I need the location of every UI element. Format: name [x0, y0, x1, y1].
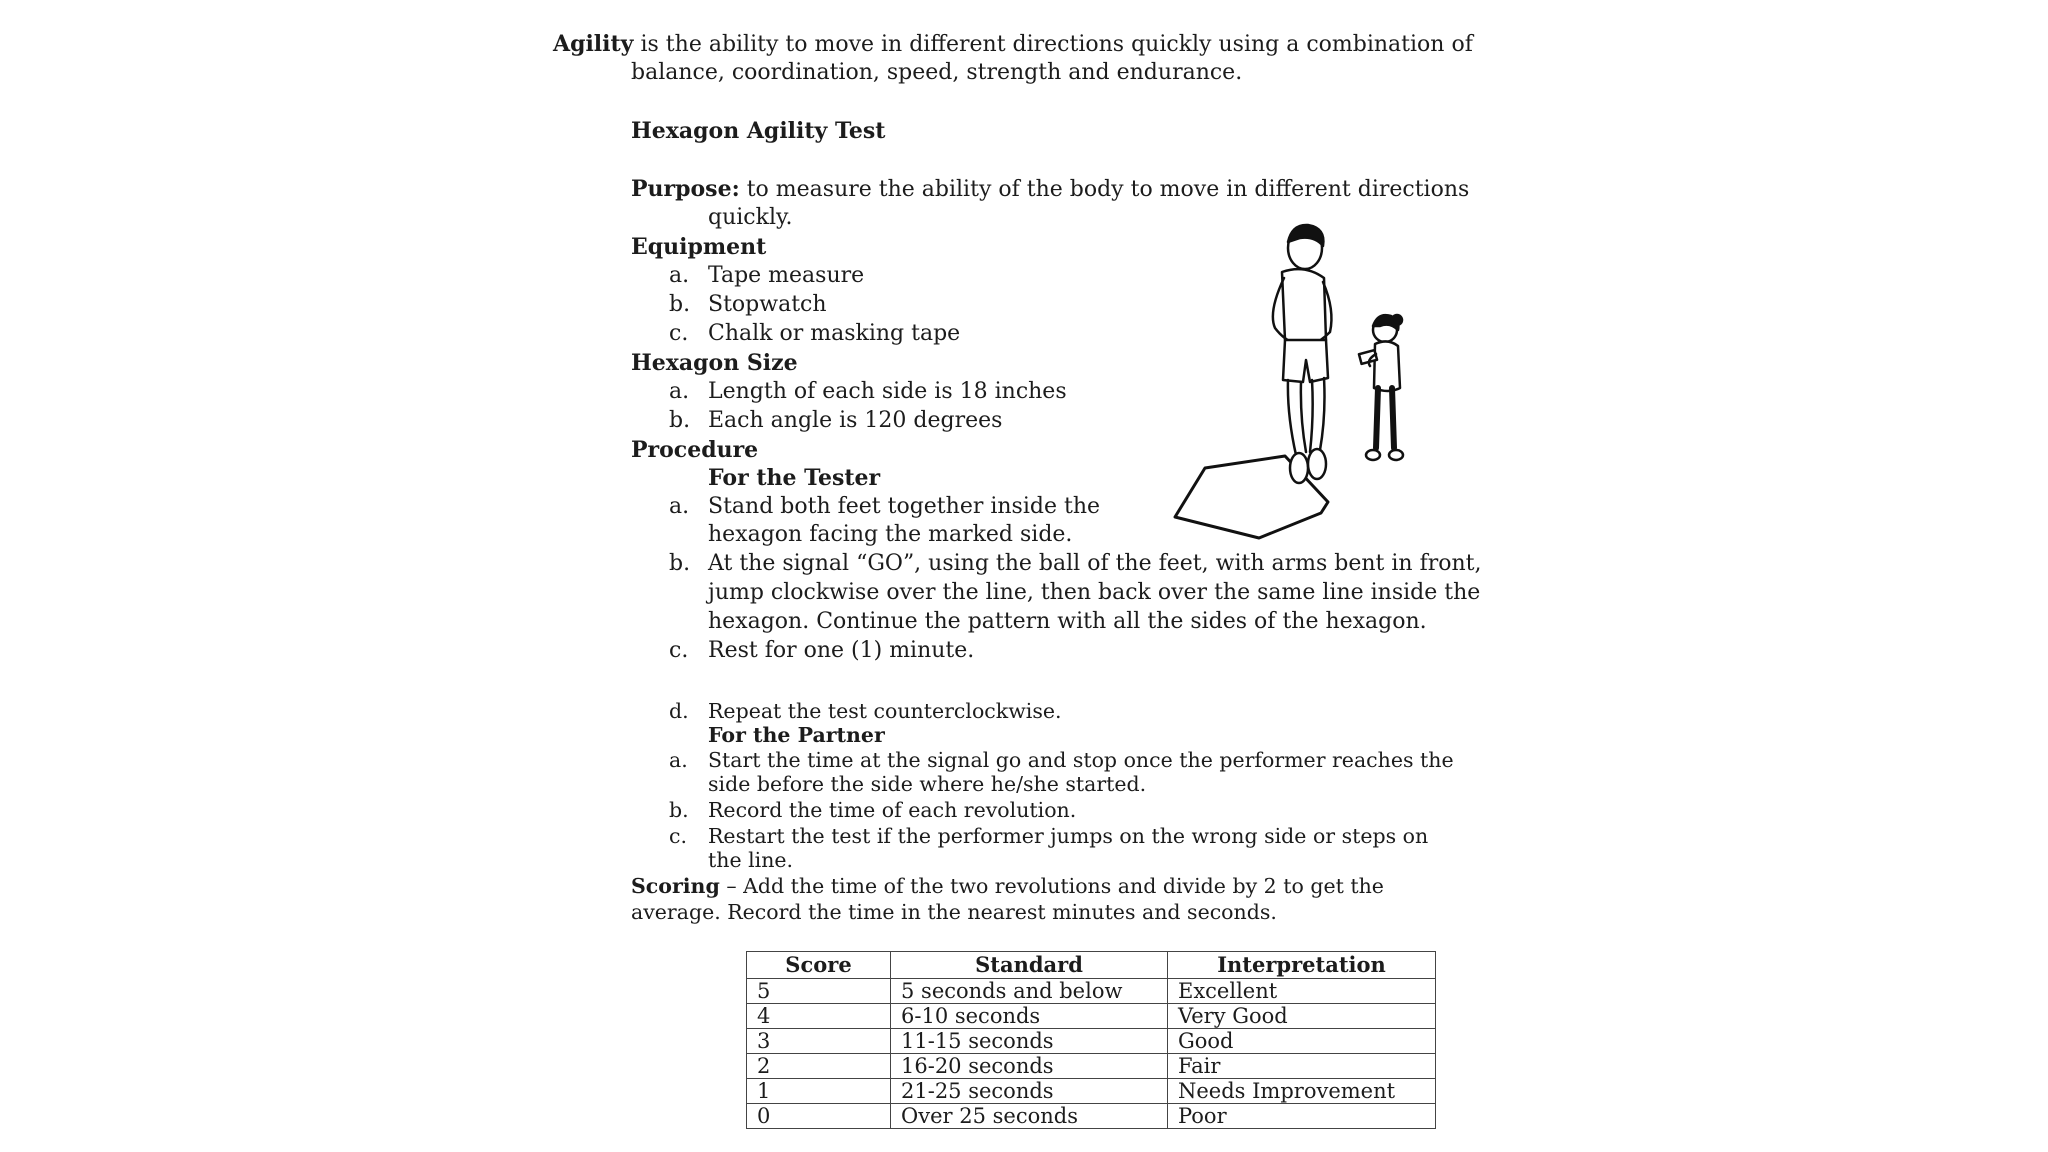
partner-marker-a: a.: [669, 748, 688, 772]
tester-item-b-line-1: At the signal “GO”, using the ball of the feet, with arms bent in front,: [708, 551, 1482, 576]
equipment-marker-c: c.: [669, 321, 689, 346]
cell-interpretation: Good: [1168, 1029, 1436, 1054]
partner-item-b: Record the time of each revolution.: [708, 798, 1077, 822]
purpose-line-1: [631, 175, 1469, 204]
intro-line-1: [553, 30, 1473, 59]
cell-score: 1: [747, 1079, 891, 1104]
intro-text-2: balance, coordination, speed, strength and endurance.: [631, 60, 1243, 85]
tester-item-a-line-1: Stand both feet together inside the: [708, 494, 1101, 519]
partner-item-c-line-2: the line.: [708, 848, 794, 872]
table-row: [747, 1054, 1436, 1079]
equipment-marker-b: b.: [669, 292, 691, 317]
intro-term: Agility: [553, 31, 634, 57]
tester-item-b-line-2: jump clockwise over the line, then back over the same line inside the: [708, 580, 1481, 605]
cell-standard: 11-15 seconds: [891, 1029, 1168, 1054]
test-title: Hexagon Agility Test: [631, 118, 886, 144]
tester-marker-d: d.: [669, 699, 689, 723]
cell-score: 0: [747, 1104, 891, 1129]
cell-interpretation: Needs Improvement: [1168, 1079, 1436, 1104]
tester-marker-c: c.: [669, 638, 689, 663]
equipment-item-a: Tape measure: [708, 263, 865, 288]
cell-score: 3: [747, 1029, 891, 1054]
hexagon-size-item-b: Each angle is 120 degrees: [708, 408, 1003, 433]
table-row: [747, 979, 1436, 1004]
cell-score: 2: [747, 1054, 891, 1079]
table-row: [747, 1029, 1436, 1054]
cell-interpretation: Excellent: [1168, 979, 1436, 1004]
tester-item-a-line-2: hexagon facing the marked side.: [708, 522, 1073, 547]
table-row: [747, 1079, 1436, 1104]
cell-standard: 21-25 seconds: [891, 1079, 1168, 1104]
table-row: [747, 1104, 1436, 1129]
tester-heading: For the Tester: [708, 465, 881, 491]
cell-standard: 5 seconds and below: [891, 979, 1168, 1004]
purpose-text-1: to measure the ability of the body to move in different directions: [746, 177, 1470, 202]
intro-text-1: is the ability to move in different directions quickly using a combination of: [640, 32, 1473, 57]
tester-shirt: [1282, 269, 1326, 344]
table-row: [747, 1004, 1436, 1029]
equipment-marker-a: a.: [669, 263, 690, 288]
header-interpretation: Interpretation: [1168, 952, 1436, 979]
hexagon-size-marker-a: a.: [669, 379, 690, 404]
tester-item-c: Rest for one (1) minute.: [708, 638, 975, 663]
header-score: Score: [747, 952, 891, 979]
partner-item-a-line-2: side before the side where he/she started.: [708, 772, 1147, 796]
cell-interpretation: Very Good: [1168, 1004, 1436, 1029]
scoring-label: Scoring: [631, 874, 720, 898]
score-table: [746, 951, 1436, 1129]
partner-heading: For the Partner: [708, 723, 885, 747]
purpose-label: Purpose:: [631, 176, 740, 202]
partner-item-c-line-1: Restart the test if the performer jumps on the wrong side or steps on: [708, 824, 1429, 848]
partner-item-a-line-1: Start the time at the signal go and stop once the performer reaches the: [708, 748, 1454, 772]
cell-score: 5: [747, 979, 891, 1004]
cell-score: 4: [747, 1004, 891, 1029]
tester-marker-a: a.: [669, 494, 690, 519]
score-table-header-row: [747, 952, 1436, 979]
tester-item-b-line-3: hexagon. Continue the pattern with all the sides of the hexagon.: [708, 609, 1427, 634]
hexagon-test-illustration: [1160, 220, 1420, 550]
scoring-line-1: [631, 873, 1384, 899]
tester-marker-b: b.: [669, 551, 691, 576]
cell-standard: Over 25 seconds: [891, 1104, 1168, 1129]
hexagon-size-marker-b: b.: [669, 408, 691, 433]
scoring-text-2: average. Record the time in the nearest minutes and seconds.: [631, 900, 1277, 924]
procedure-heading: Procedure: [631, 437, 759, 463]
equipment-item-b: Stopwatch: [708, 292, 827, 317]
tester-item-d: Repeat the test counterclockwise.: [708, 699, 1062, 723]
partner-shirt: [1374, 341, 1400, 391]
partner-marker-c: c.: [669, 824, 687, 848]
scoring-text-1: – Add the time of the two revolutions and divide by 2 to get the: [726, 874, 1384, 898]
equipment-item-c: Chalk or masking tape: [708, 321, 961, 346]
hexagon-size-item-a: Length of each side is 18 inches: [708, 379, 1067, 404]
cell-interpretation: Poor: [1168, 1104, 1436, 1129]
cell-standard: 16-20 seconds: [891, 1054, 1168, 1079]
partner-marker-b: b.: [669, 798, 689, 822]
hexagon-size-heading: Hexagon Size: [631, 350, 798, 376]
equipment-heading: Equipment: [631, 234, 767, 260]
cell-standard: 6-10 seconds: [891, 1004, 1168, 1029]
cell-interpretation: Fair: [1168, 1054, 1436, 1079]
header-standard: Standard: [891, 952, 1168, 979]
purpose-text-2: quickly.: [708, 205, 793, 230]
